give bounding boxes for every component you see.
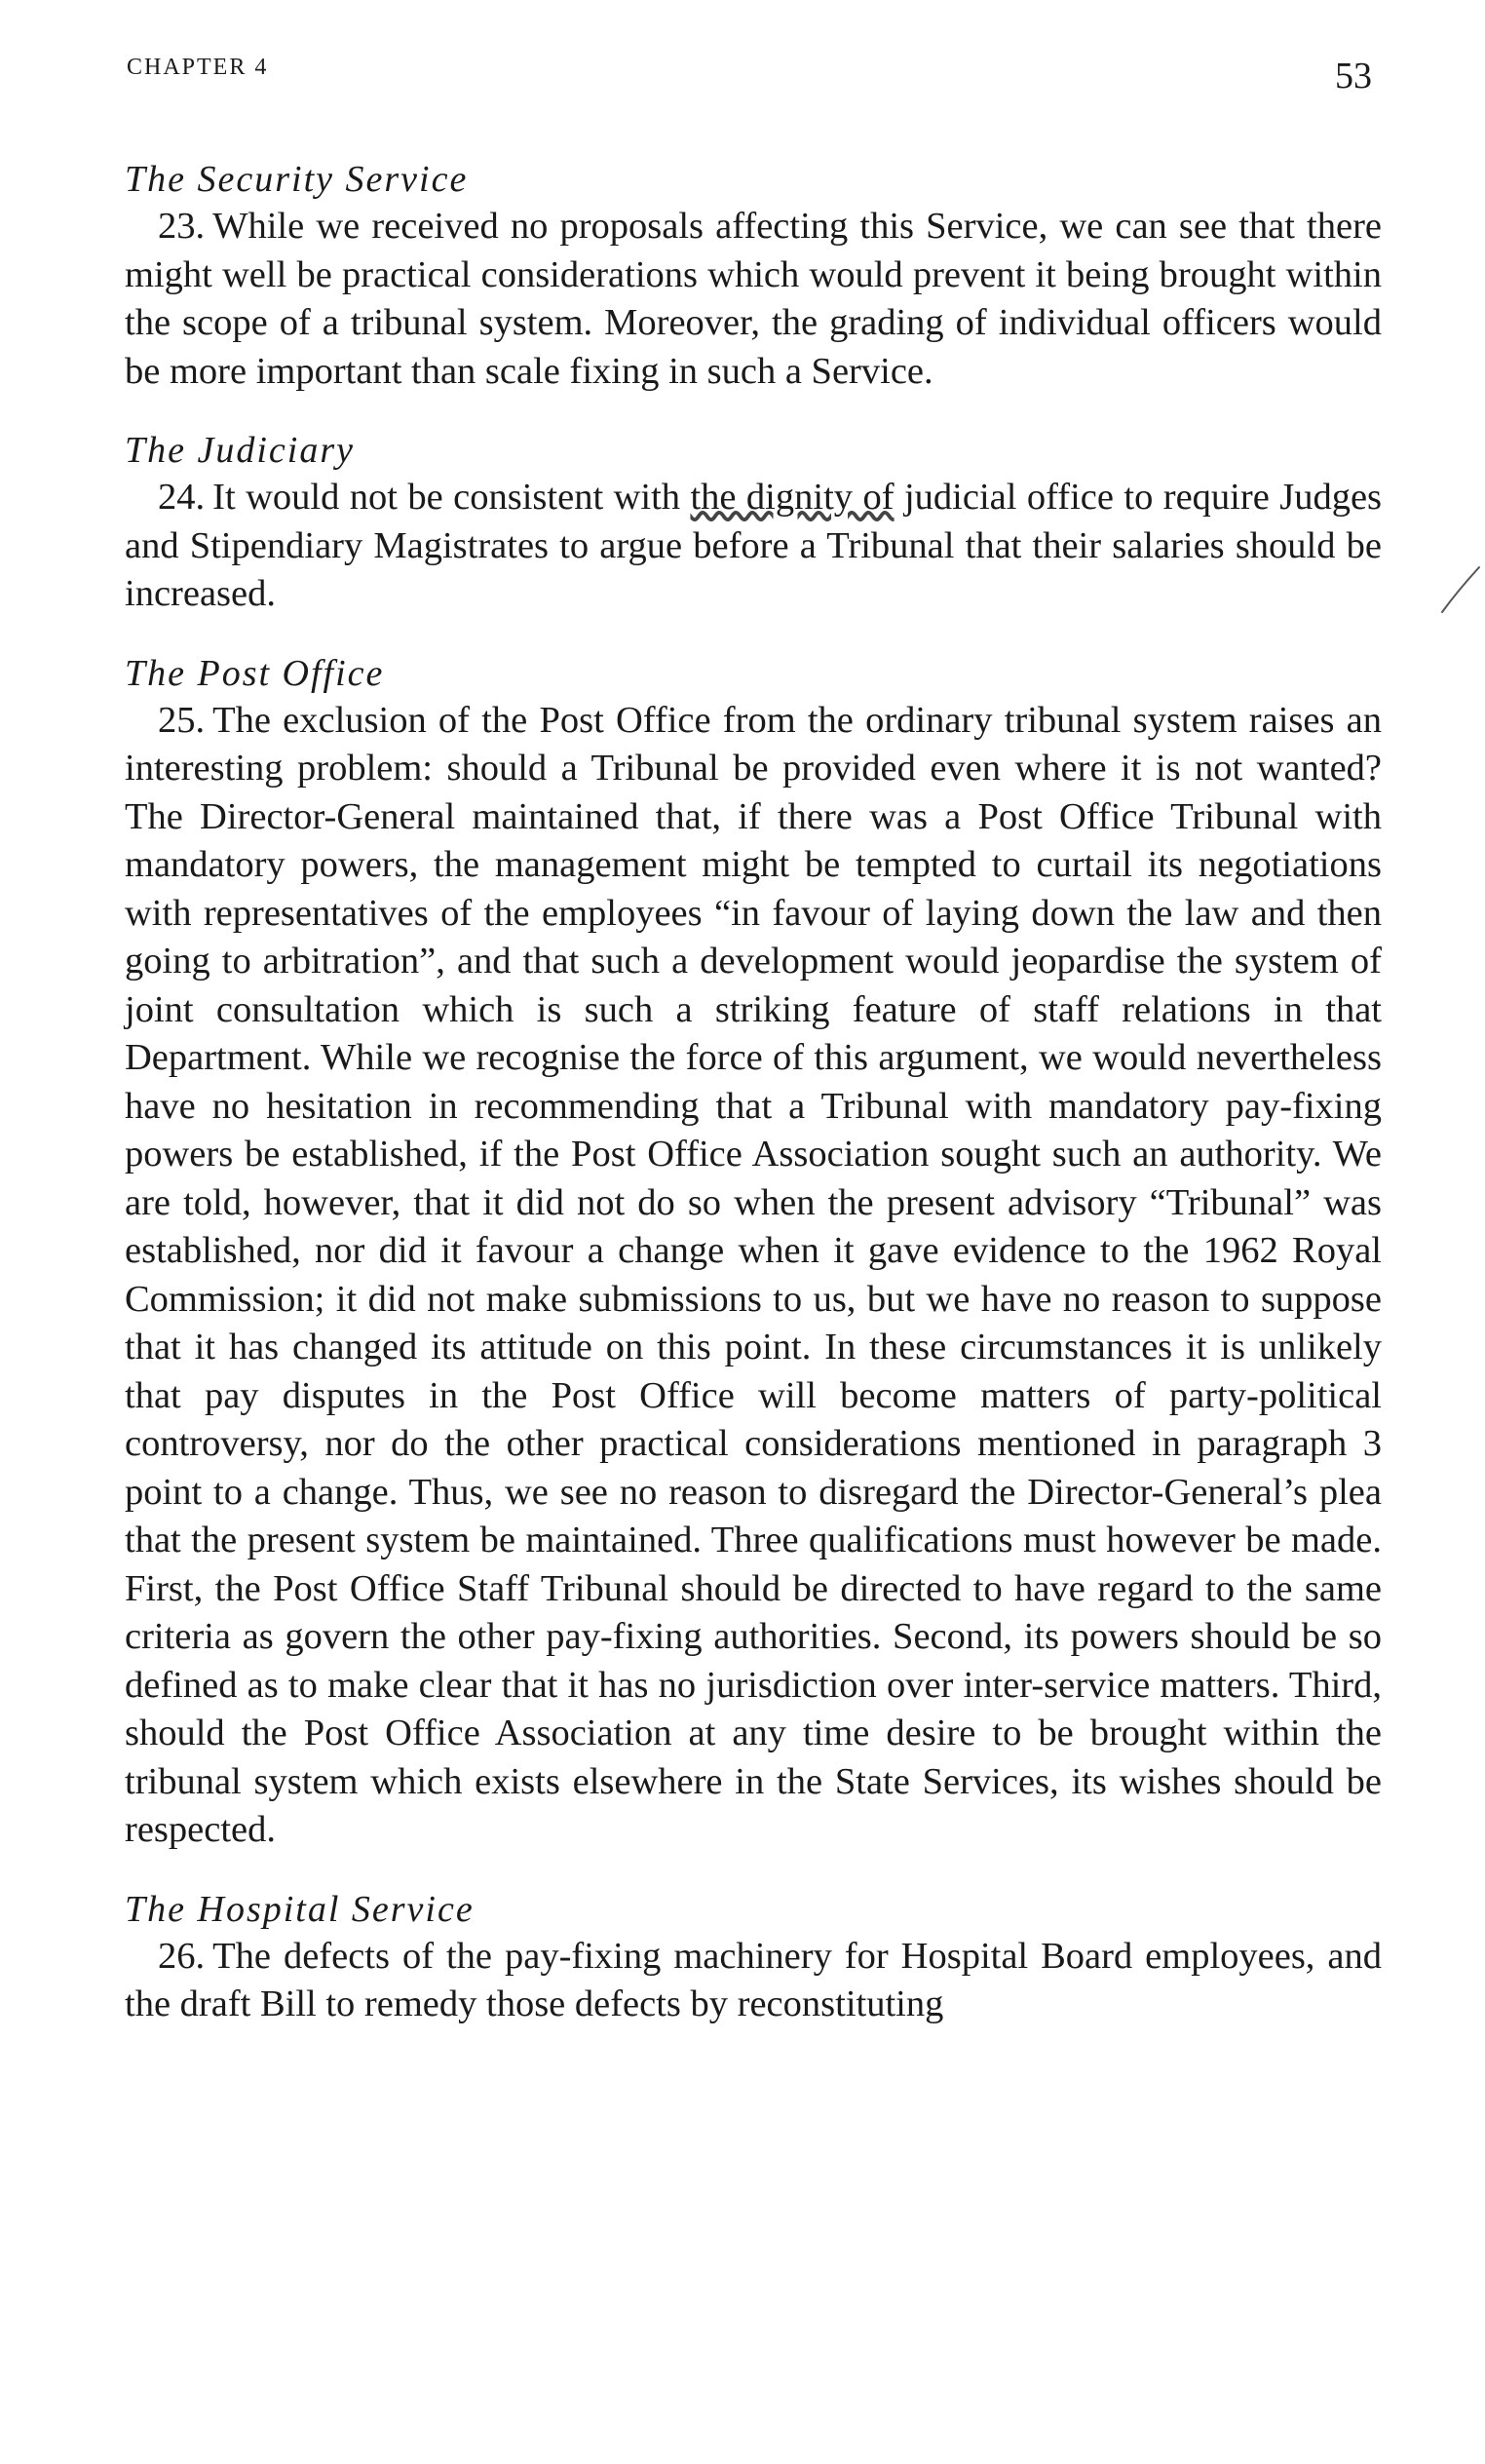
- paragraph-text: The exclusion of the Post Office from the ordinary tribunal system raises an interesting problem: should a Tribunal be provided even where it is not wanted? The Director-General maintained that, if there was a Post Office Tribunal with mandatory powers, the management might be tempted to curtail its negotiations with representatives of the employees “in favour of laying down the law and then going to arbitration”, and that such a development would jeopardise the system of joint consultation which is such a striking feature of staff relations in that Department. While we recognise the force of this argument, we would nevertheless have no hesitation in recommending that a Tribunal with mandatory pay-fixing powers be established, if the Post Office Association sought such an authority. We are told, however, that it did not do so when the present advisory “Tribunal” was established, nor did it favour a change when it gave evidence to the 1962 Royal Commission; it did not make submissions to us, but we have no reason to suppose that it has changed its attitude on this point. In these circumstances it is unlikely that pay disputes in the Post Office will become matters of party-political controversy, nor do the other practical considerations mentioned in paragraph 3 point to a change. Thus, we see no reason to disregard the Director-General’s plea that the present system be maintained. Three qualifications must however be made. First, the Post Office Staff Tribunal should be directed to have regard to the same criteria as govern the other pay-fixing authorities. Second, its powers should be so defined as to make clear that it has no jurisdiction over inter-service matters. Third, should the Post Office Association at any time desire to be brought within the tribunal system which exists elsewhere in the State Services, its wishes should be respected.: [125, 699, 1382, 1850]
- paragraph-24: [125, 474, 1382, 619]
- paragraph-text: While we received no proposals affecting this Service, we can see that there might well be practical considerations which would prevent it being brought within the scope of a tribunal system. Moreover, the grading of individual officers would be more important than scale fixing in such a Service.: [125, 206, 1382, 392]
- section-judiciary: [125, 427, 1382, 619]
- section-post-office: [125, 650, 1382, 1855]
- paragraph-23: [125, 203, 1382, 396]
- section-security-service: [125, 156, 1382, 396]
- margin-pencil-mark-icon: [1438, 561, 1483, 618]
- handwritten-underline-mark: the dignity of: [690, 477, 895, 518]
- page-body: [125, 156, 1382, 2029]
- paragraph-text-after: judicial office to require Judges and Stipendiary Magistrates to argue before a Tribunal that their salaries should be increased.: [125, 477, 1383, 614]
- paragraph-number: 24.: [158, 477, 206, 518]
- paragraph-26: [125, 1933, 1382, 2029]
- paragraph-number: 23.: [158, 206, 206, 247]
- section-heading: The Post Office: [125, 652, 385, 694]
- paragraph-text-before: It would not be consistent with: [212, 477, 681, 518]
- page-number: 53: [1335, 56, 1372, 96]
- chapter-label: CHAPTER 4: [127, 55, 269, 80]
- paragraph-25: [125, 697, 1382, 1855]
- paragraph-number: 26.: [158, 1935, 206, 1977]
- section-heading: The Security Service: [125, 159, 469, 200]
- section-hospital-service: [125, 1886, 1382, 2029]
- section-heading: The Hospital Service: [125, 1888, 475, 1930]
- paragraph-number: 25.: [158, 699, 206, 741]
- section-heading: The Judiciary: [125, 430, 356, 471]
- paragraph-text: The defects of the pay-fixing machinery for Hospital Board employees, and the draft Bill to remedy those defects by reconstituting: [125, 1935, 1382, 2024]
